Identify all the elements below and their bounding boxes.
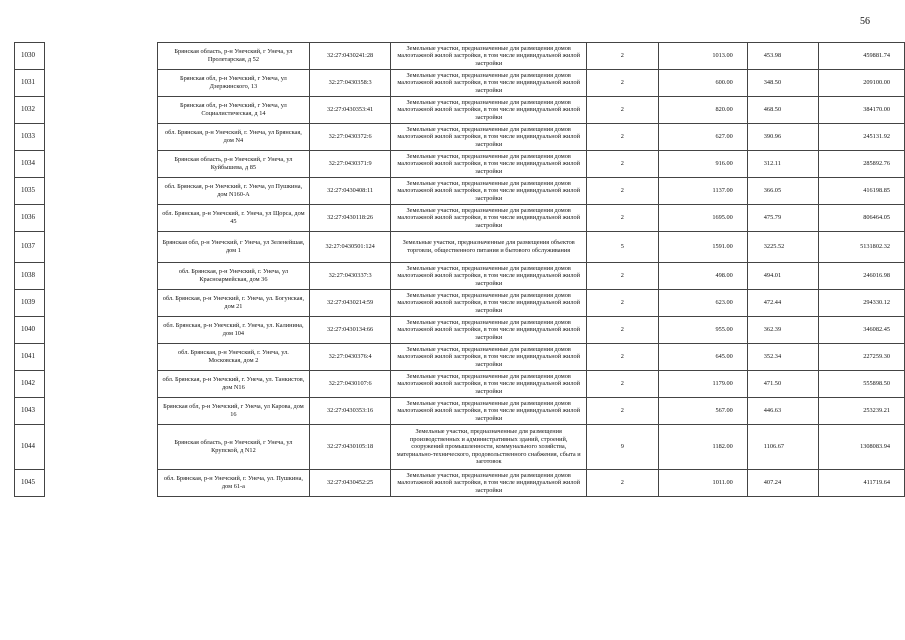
row-id-cell: 1045 bbox=[15, 470, 45, 497]
page-number: 56 bbox=[860, 16, 870, 27]
cadastral-value-cell: 555898.50 bbox=[819, 371, 905, 398]
table-row bbox=[158, 232, 905, 263]
area-cell: 600.00 bbox=[658, 70, 747, 97]
use-group-cell: 5 bbox=[587, 232, 659, 263]
specific-value-cell: 390.96 bbox=[747, 124, 818, 151]
cadastral-value-cell: 384170.00 bbox=[819, 97, 905, 124]
table-row bbox=[15, 470, 45, 497]
cadastral-number-cell: 32:27:0430214:59 bbox=[309, 290, 391, 317]
table-row bbox=[158, 398, 905, 425]
land-use-cell: Земельные участки, предназначенные для размещения домов малоэтажной жилой застройки, в том числе индивидуальной жилой застройки bbox=[391, 70, 587, 97]
area-cell: 498.00 bbox=[658, 263, 747, 290]
cadastral-value-cell: 227259.30 bbox=[819, 344, 905, 371]
specific-value-cell: 471.50 bbox=[747, 371, 818, 398]
table-row bbox=[158, 97, 905, 124]
land-use-cell: Земельные участки, предназначенные для размещения домов малоэтажной жилой застройки, в том числе индивидуальной жилой застройки bbox=[391, 470, 587, 497]
row-id-column bbox=[14, 42, 45, 497]
address-cell: Брянская область, р-н Унечский, г Унеча, ул Крупской, д N12 bbox=[158, 425, 310, 470]
cadastral-number-cell: 32:27:0430452:25 bbox=[309, 470, 391, 497]
table-row bbox=[15, 43, 45, 70]
cadastral-value-cell: 416198.85 bbox=[819, 178, 905, 205]
use-group-cell: 2 bbox=[587, 151, 659, 178]
table-row bbox=[15, 425, 45, 470]
table-row bbox=[15, 263, 45, 290]
use-group-cell: 2 bbox=[587, 317, 659, 344]
land-use-cell: Земельные участки, предназначенные для размещения домов малоэтажной жилой застройки, в том числе индивидуальной жилой застройки bbox=[391, 263, 587, 290]
table-row bbox=[15, 344, 45, 371]
table-row bbox=[158, 263, 905, 290]
address-cell: Брянская область, р-н Унечский, г Унеча, ул Куйбышева, д 85 bbox=[158, 151, 310, 178]
table-row bbox=[15, 232, 45, 263]
table-row bbox=[15, 317, 45, 344]
cadastral-value-cell: 246016.98 bbox=[819, 263, 905, 290]
row-id-cell: 1039 bbox=[15, 290, 45, 317]
address-cell: обл. Брянская, р-н Унечский, г. Унеча, ул Брянская, дом N4 bbox=[158, 124, 310, 151]
cadastral-value-cell: 346082.45 bbox=[819, 317, 905, 344]
address-cell: обл. Брянская, р-н Унечский, г. Унеча, ул. Пушкина, дом 61-а bbox=[158, 470, 310, 497]
table-row bbox=[158, 344, 905, 371]
table-row bbox=[158, 178, 905, 205]
specific-value-cell: 453.98 bbox=[747, 43, 818, 70]
address-cell: обл. Брянская, р-н Унечский, г. Унеча, ул. Калинина, дом 104 bbox=[158, 317, 310, 344]
specific-value-cell: 468.50 bbox=[747, 97, 818, 124]
land-use-cell: Земельные участки, предназначенные для размещения домов малоэтажной жилой застройки, в том числе индивидуальной жилой застройки bbox=[391, 151, 587, 178]
address-cell: обл. Брянская, р-н Унечский, г. Унеча, ул Красноармейская, дом 36 bbox=[158, 263, 310, 290]
area-cell: 1137.00 bbox=[658, 178, 747, 205]
table-row bbox=[158, 151, 905, 178]
table-row bbox=[15, 371, 45, 398]
cadastral-number-cell: 32:27:0430134:66 bbox=[309, 317, 391, 344]
specific-value-cell: 348.50 bbox=[747, 70, 818, 97]
area-cell: 916.00 bbox=[658, 151, 747, 178]
row-id-cell: 1032 bbox=[15, 97, 45, 124]
table-row bbox=[15, 124, 45, 151]
land-use-cell: Земельные участки, предназначенные для размещения объектов торговли, общественного питания и бытового обслуживания bbox=[391, 232, 587, 263]
use-group-cell: 2 bbox=[587, 344, 659, 371]
land-use-cell: Земельные участки, предназначенные для размещения домов малоэтажной жилой застройки, в том числе индивидуальной жилой застройки bbox=[391, 371, 587, 398]
row-id-cell: 1044 bbox=[15, 425, 45, 470]
specific-value-cell: 362.39 bbox=[747, 317, 818, 344]
table-row bbox=[15, 178, 45, 205]
cadastral-value-cell: 285892.76 bbox=[819, 151, 905, 178]
specific-value-cell: 472.44 bbox=[747, 290, 818, 317]
land-use-cell: Земельные участки, предназначенные для размещения домов малоэтажной жилой застройки, в том числе индивидуальной жилой застройки bbox=[391, 205, 587, 232]
specific-value-cell: 475.79 bbox=[747, 205, 818, 232]
address-cell: обл. Брянская, р-н Унечский, г. Унеча, ул Пушкина, дом N160-А bbox=[158, 178, 310, 205]
cadastral-number-cell: 32:27:0430118:26 bbox=[309, 205, 391, 232]
area-cell: 1011.00 bbox=[658, 470, 747, 497]
cadastral-value-cell: 5131802.32 bbox=[819, 232, 905, 263]
use-group-cell: 2 bbox=[587, 205, 659, 232]
specific-value-cell: 312.11 bbox=[747, 151, 818, 178]
land-use-cell: Земельные участки, предназначенные для размещения производственных и административных зданий, строений, сооружений промышленности, коммунального хозяйства, материально-технического, продовольственного снабжения, сбыта и заготовок bbox=[391, 425, 587, 470]
address-cell: обл. Брянская, р-н Унечский, г. Унеча, ул Щорса, дом 45 bbox=[158, 205, 310, 232]
use-group-cell: 2 bbox=[587, 371, 659, 398]
row-id-cell: 1037 bbox=[15, 232, 45, 263]
table-row bbox=[15, 398, 45, 425]
cadastral-number-cell: 32:27:0430372:6 bbox=[309, 124, 391, 151]
address-cell: обл. Брянская, р-н Унечский, г. Унеча, ул. Танкистов, дом N16 bbox=[158, 371, 310, 398]
use-group-cell: 9 bbox=[587, 425, 659, 470]
specific-value-cell: 366.05 bbox=[747, 178, 818, 205]
table-row bbox=[158, 317, 905, 344]
table-row bbox=[158, 371, 905, 398]
cadastral-number-cell: 32:27:0430353:41 bbox=[309, 97, 391, 124]
row-id-cell: 1042 bbox=[15, 371, 45, 398]
land-use-cell: Земельные участки, предназначенные для размещения домов малоэтажной жилой застройки, в том числе индивидуальной жилой застройки bbox=[391, 344, 587, 371]
cadastral-number-cell: 32:27:0430105:18 bbox=[309, 425, 391, 470]
use-group-cell: 2 bbox=[587, 97, 659, 124]
area-cell: 1591.00 bbox=[658, 232, 747, 263]
area-cell: 627.00 bbox=[658, 124, 747, 151]
address-cell: Брянская обл, р-н Унечский, г Унеча, ул Карова, дом 16 bbox=[158, 398, 310, 425]
table-row bbox=[158, 470, 905, 497]
table-row bbox=[15, 97, 45, 124]
land-use-cell: Земельные участки, предназначенные для размещения домов малоэтажной жилой застройки, в том числе индивидуальной жилой застройки bbox=[391, 43, 587, 70]
use-group-cell: 2 bbox=[587, 398, 659, 425]
area-cell: 645.00 bbox=[658, 344, 747, 371]
cadastral-number-cell: 32:27:0430241:28 bbox=[309, 43, 391, 70]
specific-value-cell: 494.01 bbox=[747, 263, 818, 290]
land-use-cell: Земельные участки, предназначенные для размещения домов малоэтажной жилой застройки, в том числе индивидуальной жилой застройки bbox=[391, 317, 587, 344]
use-group-cell: 2 bbox=[587, 470, 659, 497]
land-plots-table bbox=[157, 42, 905, 497]
use-group-cell: 2 bbox=[587, 290, 659, 317]
cadastral-value-cell: 411719.64 bbox=[819, 470, 905, 497]
area-cell: 955.00 bbox=[658, 317, 747, 344]
table-row bbox=[15, 70, 45, 97]
use-group-cell: 2 bbox=[587, 70, 659, 97]
address-cell: Брянская область, р-н Унечский, г Унеча, ул Пролетарская, д 52 bbox=[158, 43, 310, 70]
row-id-cell: 1030 bbox=[15, 43, 45, 70]
land-use-cell: Земельные участки, предназначенные для размещения домов малоэтажной жилой застройки, в том числе индивидуальной жилой застройки bbox=[391, 124, 587, 151]
cadastral-number-cell: 32:27:0430371:9 bbox=[309, 151, 391, 178]
address-cell: обл. Брянская, р-н Унечский, г. Унеча, ул. Богунская, дом 21 bbox=[158, 290, 310, 317]
specific-value-cell: 352.34 bbox=[747, 344, 818, 371]
land-use-cell: Земельные участки, предназначенные для размещения домов малоэтажной жилой застройки, в том числе индивидуальной жилой застройки bbox=[391, 178, 587, 205]
address-cell: Брянская обл, р-н Унечский, г Унеча, ул Зеленейшая, дом 1 bbox=[158, 232, 310, 263]
use-group-cell: 2 bbox=[587, 178, 659, 205]
table-row bbox=[15, 290, 45, 317]
cadastral-value-cell: 459881.74 bbox=[819, 43, 905, 70]
cadastral-number-cell: 32:27:0430107:6 bbox=[309, 371, 391, 398]
area-cell: 1695.00 bbox=[658, 205, 747, 232]
land-use-cell: Земельные участки, предназначенные для размещения домов малоэтажной жилой застройки, в том числе индивидуальной жилой застройки bbox=[391, 97, 587, 124]
address-cell: Брянская обл, р-н Унечский, г Унеча, ул Социалистическая, д 14 bbox=[158, 97, 310, 124]
cadastral-number-cell: 32:27:0430376:4 bbox=[309, 344, 391, 371]
specific-value-cell: 3225.52 bbox=[747, 232, 818, 263]
row-id-cell: 1031 bbox=[15, 70, 45, 97]
row-id-cell: 1040 bbox=[15, 317, 45, 344]
cadastral-value-cell: 294330.12 bbox=[819, 290, 905, 317]
row-id-cell: 1033 bbox=[15, 124, 45, 151]
area-cell: 623.00 bbox=[658, 290, 747, 317]
row-id-cell: 1034 bbox=[15, 151, 45, 178]
table-row bbox=[158, 425, 905, 470]
row-id-cell: 1038 bbox=[15, 263, 45, 290]
cadastral-value-cell: 1308083.94 bbox=[819, 425, 905, 470]
cadastral-value-cell: 245131.92 bbox=[819, 124, 905, 151]
cadastral-number-cell: 32:27:0430337:3 bbox=[309, 263, 391, 290]
cadastral-number-cell: 32:27:0430408:11 bbox=[309, 178, 391, 205]
row-id-cell: 1041 bbox=[15, 344, 45, 371]
cadastral-value-cell: 806464.05 bbox=[819, 205, 905, 232]
table-row bbox=[158, 205, 905, 232]
cadastral-value-cell: 253239.21 bbox=[819, 398, 905, 425]
table-row bbox=[158, 70, 905, 97]
specific-value-cell: 407.24 bbox=[747, 470, 818, 497]
land-use-cell: Земельные участки, предназначенные для размещения домов малоэтажной жилой застройки, в том числе индивидуальной жилой застройки bbox=[391, 290, 587, 317]
table-row bbox=[158, 43, 905, 70]
row-id-cell: 1036 bbox=[15, 205, 45, 232]
area-cell: 820.00 bbox=[658, 97, 747, 124]
row-id-cell: 1035 bbox=[15, 178, 45, 205]
specific-value-cell: 1106.67 bbox=[747, 425, 818, 470]
area-cell: 1013.00 bbox=[658, 43, 747, 70]
row-id-cell: 1043 bbox=[15, 398, 45, 425]
address-cell: Брянская обл, р-н Унечский, г Унеча, ул Дзержинского, 13 bbox=[158, 70, 310, 97]
use-group-cell: 2 bbox=[587, 124, 659, 151]
cadastral-number-cell: 32:27:0430353:16 bbox=[309, 398, 391, 425]
table-row bbox=[158, 290, 905, 317]
cadastral-number-cell: 32:27:0430358:3 bbox=[309, 70, 391, 97]
use-group-cell: 2 bbox=[587, 43, 659, 70]
address-cell: обл. Брянская, р-н Унечский, г. Унеча, ул. Московская, дом 2 bbox=[158, 344, 310, 371]
table-row bbox=[15, 205, 45, 232]
area-cell: 567.00 bbox=[658, 398, 747, 425]
area-cell: 1179.00 bbox=[658, 371, 747, 398]
table-row bbox=[15, 151, 45, 178]
cadastral-value-cell: 209100.00 bbox=[819, 70, 905, 97]
specific-value-cell: 446.63 bbox=[747, 398, 818, 425]
use-group-cell: 2 bbox=[587, 263, 659, 290]
land-use-cell: Земельные участки, предназначенные для размещения домов малоэтажной жилой застройки, в том числе индивидуальной жилой застройки bbox=[391, 398, 587, 425]
cadastral-number-cell: 32:27:0430501:124 bbox=[309, 232, 391, 263]
table-row bbox=[158, 124, 905, 151]
area-cell: 1182.00 bbox=[658, 425, 747, 470]
